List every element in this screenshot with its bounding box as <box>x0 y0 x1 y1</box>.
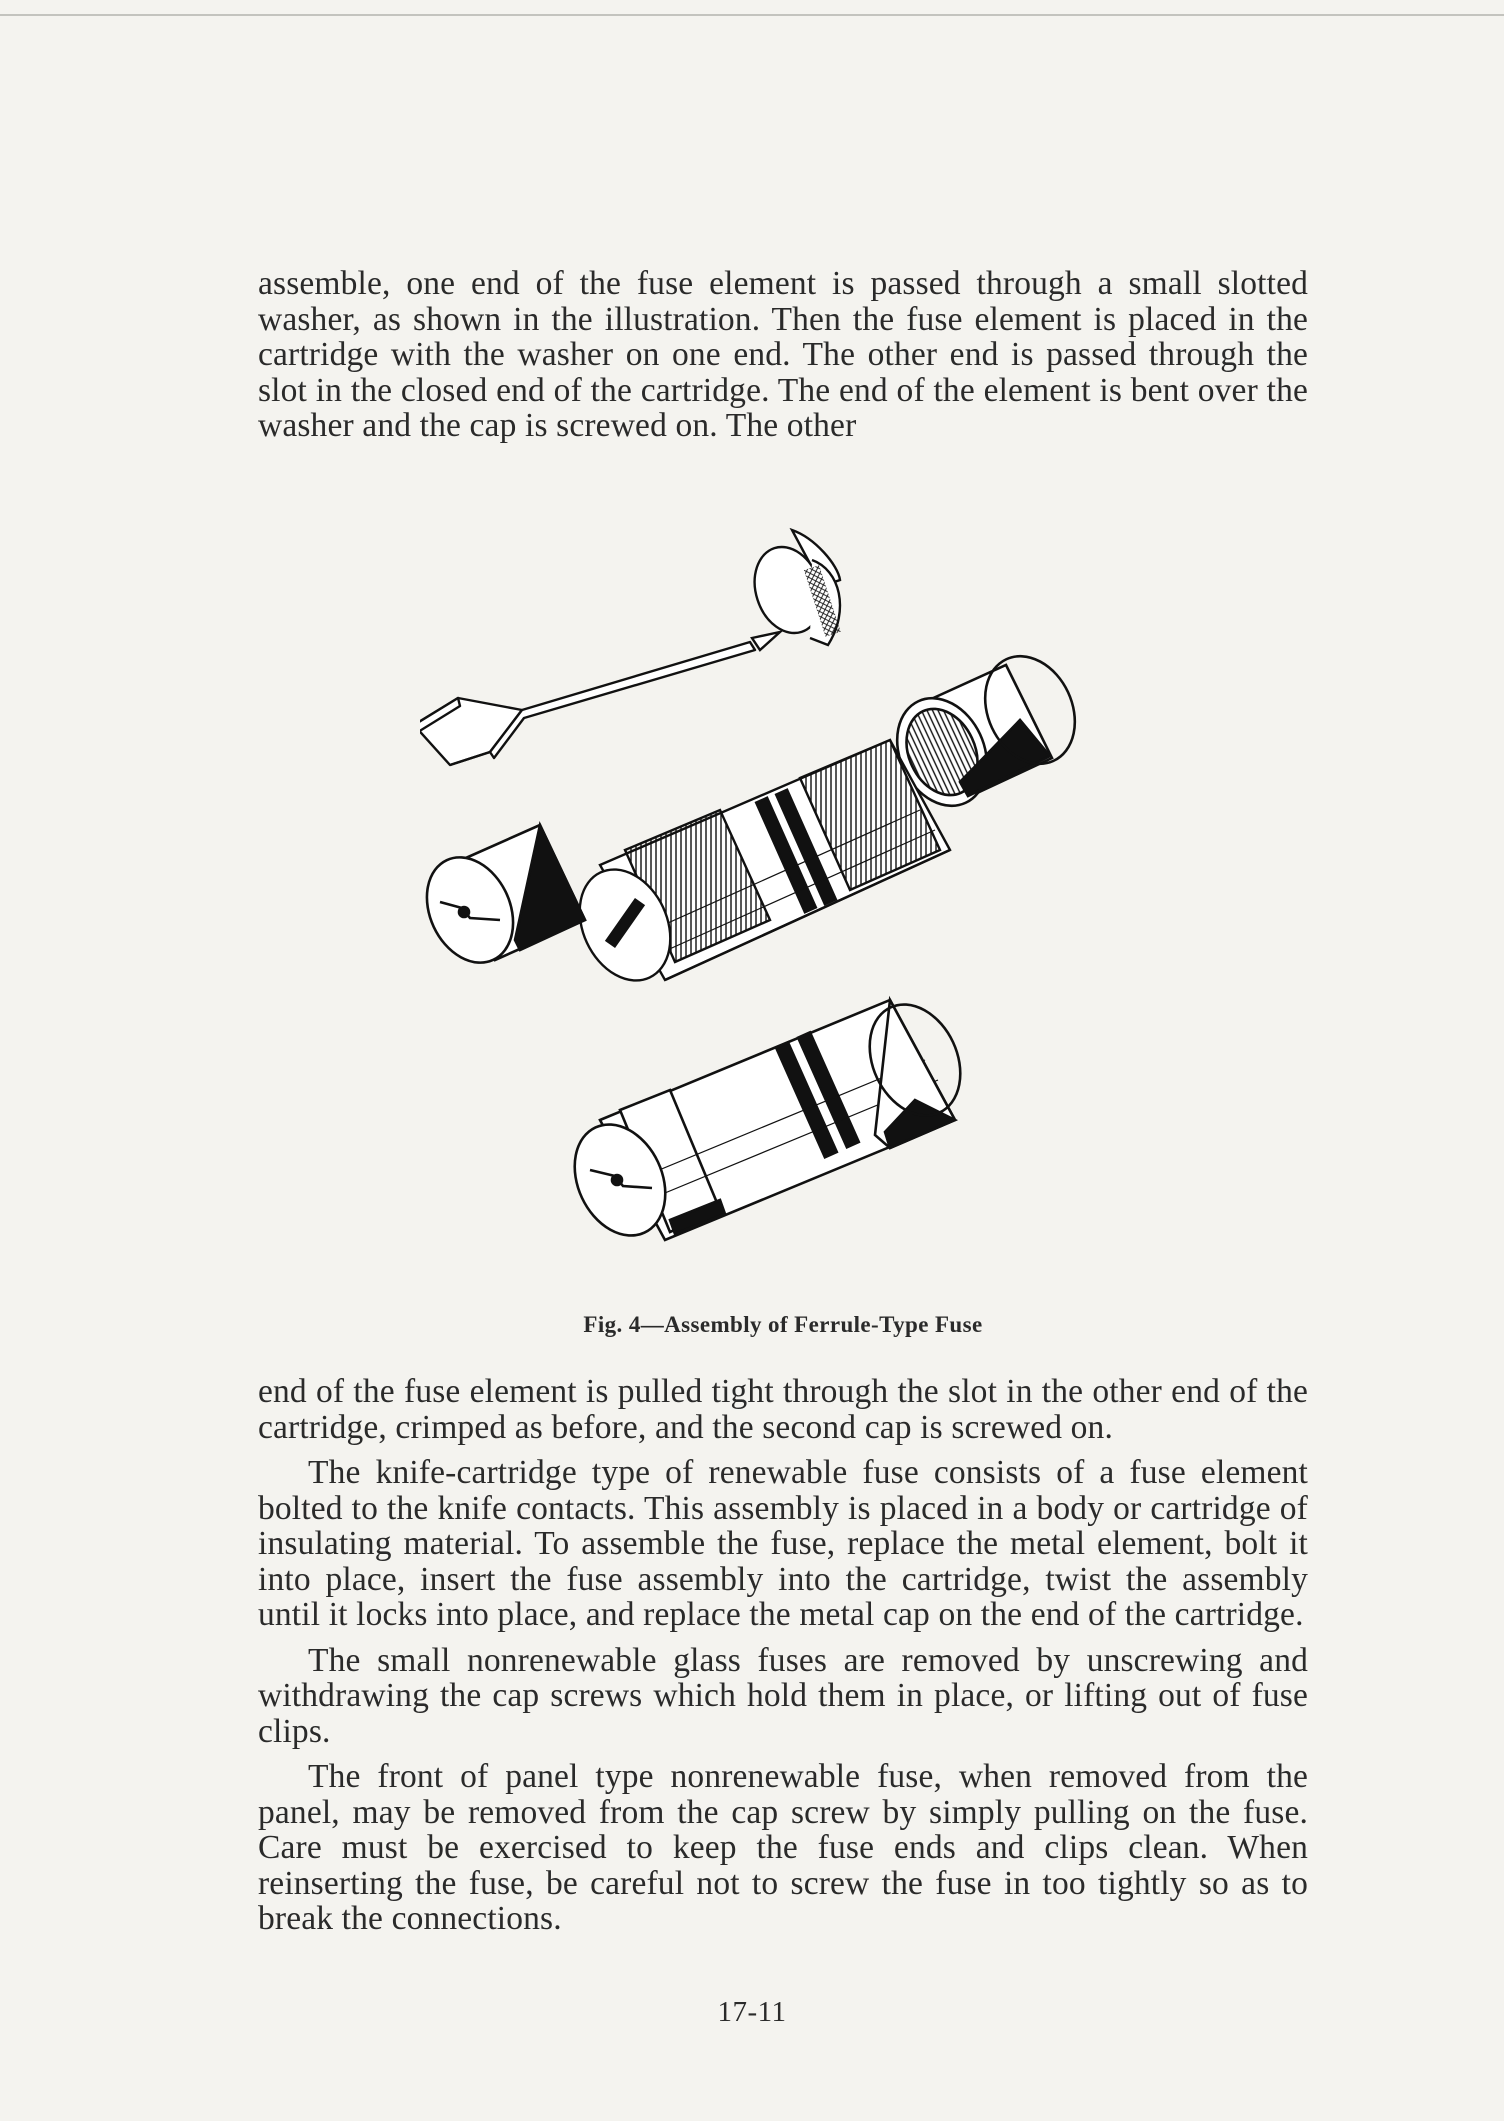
figure-ferrule-fuse <box>420 520 1180 1320</box>
assembled-fuse <box>557 990 977 1251</box>
body-text-bottom <box>258 1374 1308 1947</box>
body-text-top <box>258 266 1308 444</box>
page-number: 17-11 <box>717 1996 787 2028</box>
scan-edge-line <box>0 14 1504 16</box>
fuse-assembly-illustration <box>420 520 1180 1320</box>
fuse-element <box>420 642 755 765</box>
figure-caption: Fig. 4—Assembly of Ferrule-Type Fuse <box>583 1312 983 1337</box>
paragraph: The front of panel type nonrenewable fuse, when removed from the panel, may be removed from the cap screw by simply pulling on the fuse. Care must be exercised to keep the fuse ends and clips clean. When reinserting the fuse, be careful not to screw the fuse in too tightly so as to break the connections. <box>258 1758 1308 1937</box>
cartridge <box>562 740 950 995</box>
paragraph: The small nonrenewable glass fuses are removed by unscrewing and withdrawing the cap screws which hold them in place, or lifting out of fuse clips. <box>258 1641 1308 1750</box>
slotted-washer <box>744 530 841 650</box>
paragraph: The knife-cartridge type of renewable fuse consists of a fuse element bolted to the knife contacts. This assembly is placed in a body or cartridge of insulating material. To assemble the fuse, replace the metal element, bolt it into place, insert the fuse assembly into the cartridge, twist the assembly until it locks into place, and replace the metal cap on the end of the cartridge. <box>258 1454 1308 1633</box>
end-cap-left <box>420 825 585 977</box>
paragraph: assemble, one end of the fuse element is passed through a small slotted washer, as shown in the illustration. Then the fuse element is placed in the cartridge with the washer on one end. The other end is passed through the slot in the closed end of the cartridge. The end of the element is bent over the washer and the cap is screwed on. The other <box>258 265 1308 444</box>
paragraph: end of the fuse element is pulled tight through the slot in the other end of the cartridge, crimped as before, and the second cap is screwed on. <box>258 1373 1308 1446</box>
